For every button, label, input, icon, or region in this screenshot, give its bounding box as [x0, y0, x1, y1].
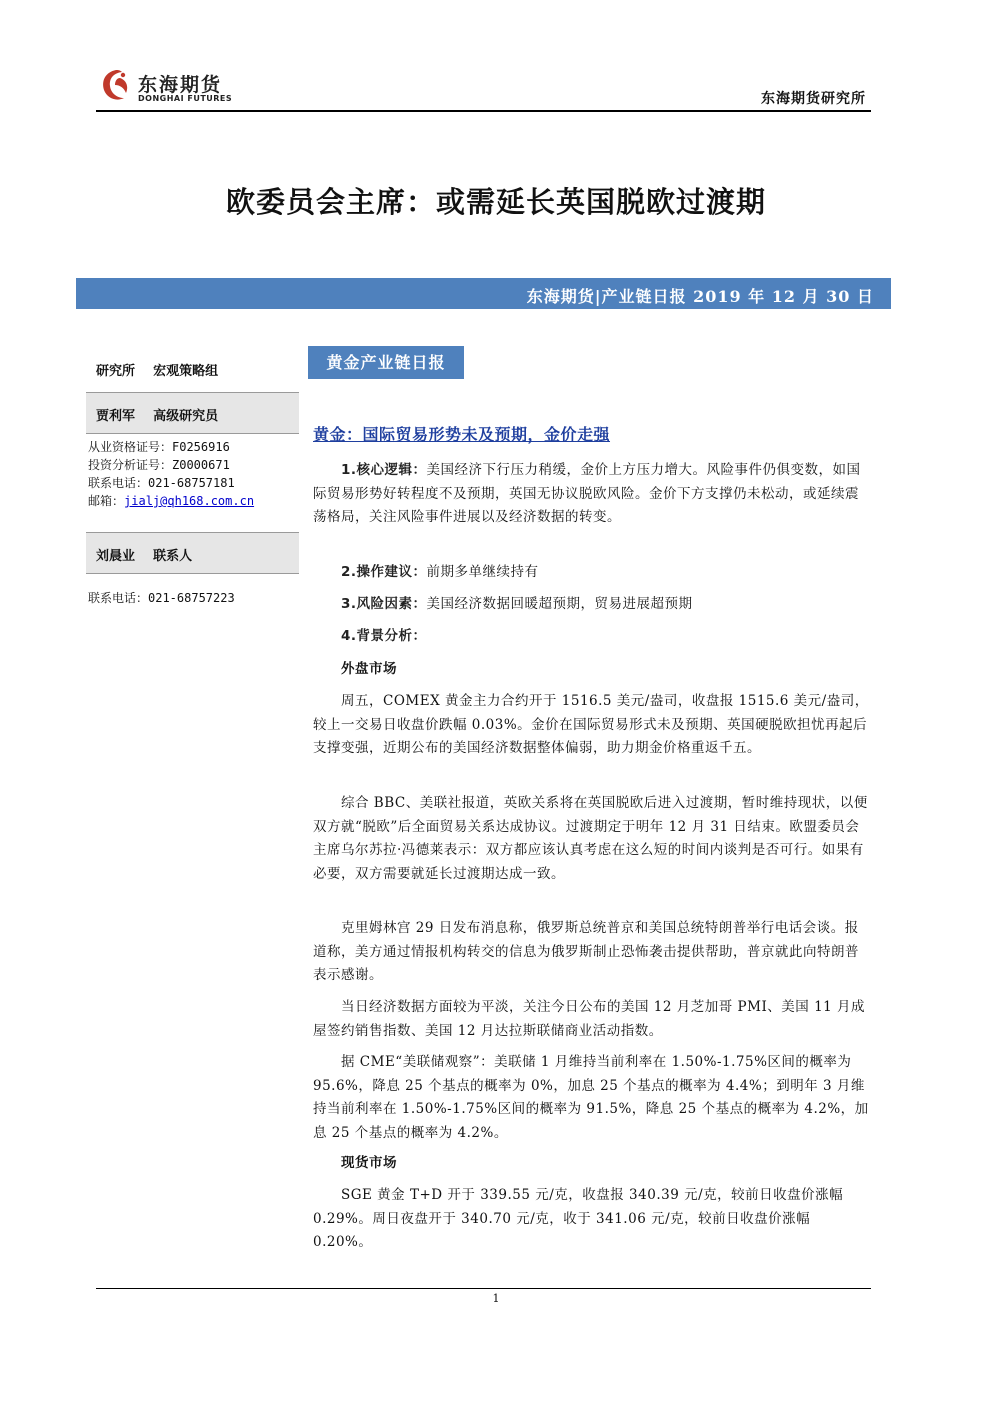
overseas-paragraph: 周五，COMEX 黄金主力合约开于 1516.5 美元/盎司，收盘报 1515.6 美元/盎司，较上一交易日收盘价跌幅 0.03%。金价在国际贸易形式未及预期、英国硬脱欧担忧再起后支撑变强，近期公布的美国经济数据整体偏弱，助力期金价格重返千五。	[313, 693, 869, 756]
core-logic-text: 美国经济下行压力稍缓，金价上方压力增大。风险事件仍俱变数，如国际贸易形势好转程度不及预期，英国无协议脱欧风险。金价下方支撑仍未松动，或延续震荡格局，关注风险事件进展以及经济数据的转变。	[313, 462, 861, 525]
overseas-paragraph: 克里姆林宫 29 日发布消息称，俄罗斯总统普京和美国总统特朗普举行电话会谈。报道称，美方通过情报机构转交的信息为俄罗斯制止恐怖袭击提供帮助，普京就此向特朗普表示感谢。	[313, 920, 859, 983]
department-label: 研究所 宏观策略组	[96, 364, 219, 379]
date-banner-text: 东海期货|产业链日报 2019 年 12 月 30 日	[526, 287, 874, 306]
background-analysis-label: 4.背景分析：	[341, 628, 427, 644]
overseas-market-heading: 外盘市场	[341, 661, 397, 677]
analyst-1-name: 贾利军 高级研究员	[96, 409, 219, 424]
risk-factors-text: 美国经济数据回暖超预期，贸易进展超预期	[426, 596, 693, 612]
analyst-1-phone: 联系电话：021-68757181	[88, 476, 235, 490]
header-divider	[96, 110, 871, 112]
institute-name: 东海期货研究所	[761, 91, 866, 107]
report-title: 欧委员会主席：或需延长英国脱欧过渡期	[225, 185, 766, 219]
overseas-paragraph: 当日经济数据方面较为平淡，关注今日公布的美国 12 月芝加哥 PMI、美国 11 月成屋签约销售指数、美国 12 月达拉斯联储商业活动指数。	[313, 999, 866, 1039]
operation-advice-text: 前期多单继续持有	[426, 564, 539, 580]
overseas-paragraph: 综合 BBC、美联社报道，英欧关系将在英国脱欧后进入过渡期，暂时维持现状，以便双方就“脱欧”后全面贸易关系达成协议。过渡期定于明年 12 月 31 日结束。欧盟委员会主席乌尔苏拉·冯德莱表示：双方都应该认真考虑在这么短的时间内谈判是否可行。如果有必要，双方需要就延长过渡期达成一致。	[313, 795, 868, 882]
sidebar-divider	[86, 433, 299, 434]
logo-mark-icon	[98, 66, 134, 106]
investment-analysis-number: 投资分析证号：Z0000671	[88, 458, 230, 472]
qualification-number: 从业资格证号：F0256916	[88, 440, 230, 454]
company-logo	[98, 66, 238, 108]
risk-factors-label: 3.风险因素：	[341, 596, 427, 612]
email-link[interactable]: jialj@qh168.com.cn	[124, 494, 255, 508]
analyst-1-email-row	[88, 492, 254, 510]
logo-text-cn: 东海期货	[138, 74, 223, 96]
risk-factors-paragraph	[313, 593, 871, 617]
footer-divider	[96, 1288, 871, 1289]
operation-advice-label: 2.操作建议：	[341, 564, 427, 580]
analyst-1-info	[88, 438, 254, 510]
background-analysis-paragraph	[313, 625, 871, 649]
analyst-2-phone: 联系电话：021-68757223	[88, 591, 235, 605]
spot-paragraph: SGE 黄金 T+D 开于 339.55 元/克，收盘报 340.39 元/克，较前日收盘价涨幅 0.29%。周日夜盘开于 340.70 元/克，收于 341.06 元/克，较前日收盘价涨幅 0.20%。	[313, 1187, 844, 1250]
core-logic-paragraph	[313, 459, 871, 530]
page-number: 1	[492, 1292, 500, 1305]
operation-advice-paragraph	[313, 561, 871, 585]
spot-market-heading: 现货市场	[341, 1155, 397, 1171]
sidebar-divider	[86, 573, 299, 574]
section-title-box: 黄金产业链日报	[308, 346, 464, 379]
core-logic-label: 1.核心逻辑：	[341, 462, 427, 478]
overseas-paragraph: 据 CME“美联储观察”：美联储 1 月维持当前利率在 1.50%-1.75%区间的概率为 95.6%，降息 25 个基点的概率为 0%，加息 25 个基点的概率为 4.4%；到明年 3 月维持当前利率在 1.50%-1.75%区间的概率为 91.5%，降息 25 个基点的概率为 4.2%，加息 25 个基点的概率为 4.2%。	[313, 1054, 869, 1141]
gold-headline[interactable]: 黄金：国际贸易形势未及预期，金价走强	[313, 425, 611, 444]
analyst-2-name: 刘晨业 联系人	[96, 549, 193, 564]
email-label: 邮箱：	[88, 494, 125, 508]
logo-text-en: DONGHAI FUTURES	[138, 94, 233, 103]
